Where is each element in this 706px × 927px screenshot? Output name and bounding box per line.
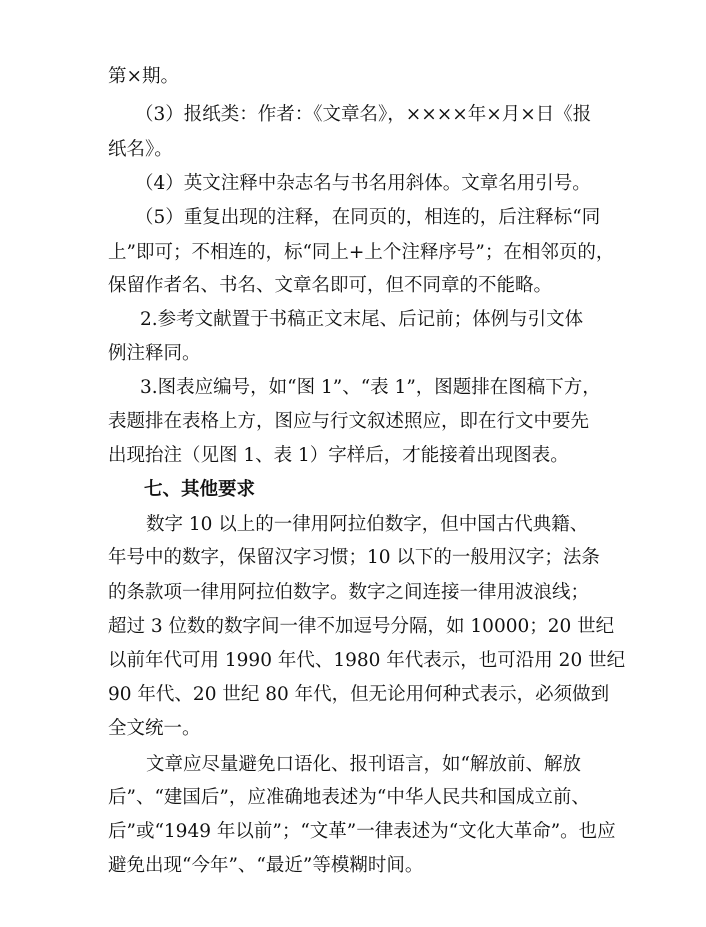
text-line: 文章应尽量避免口语化、报刊语言，如“解放前、解放 xyxy=(146,754,581,775)
text-line: （3）报纸类：作者：《文章名》，××××年×月×日《报 xyxy=(135,104,592,125)
text-line: 纸名》。 xyxy=(108,139,173,160)
text-line: 数字 10 以上的一律用阿拉伯数字，但中国古代典籍、 xyxy=(146,514,589,535)
text-line: 后”或“1949 年以前”；“文革”一律表述为“文化大革命”。也应 xyxy=(108,821,616,842)
text-line: 2.参考文献置于书稿正文末尾、后记前；体例与引文体 xyxy=(140,309,584,330)
text-line: 年号中的数字，保留汉字习惯；10 以下的一般用汉字；法条 xyxy=(108,547,600,568)
text-line: 全文统一。 xyxy=(108,718,201,739)
text-line: 3.图表应编号，如“图 1”、“表 1”，图题排在图稿下方， xyxy=(140,377,601,398)
text-line: 后”、“建国后”，应准确地表述为“中华人民共和国成立前、 xyxy=(108,787,590,808)
text-line: （5）重复出现的注释，在同页的，相连的，后注释标“同 xyxy=(135,207,601,228)
text-line: 第×期。 xyxy=(108,66,180,87)
text-line: 的条款项一律用阿拉伯数字。数字之间连接一律用波浪线； xyxy=(108,582,590,603)
text-line: 上”即可；不相连的，标“同上+上个注释序号”；在相邻页的， xyxy=(108,242,615,263)
text-line: 出现抬注（见图 1、表 1）字样后，才能接着出现图表。 xyxy=(108,445,569,466)
text-line: 表题排在表格上方，图应与行文叙述照应，即在行文中要先 xyxy=(108,411,590,432)
text-line: （4）英文注释中杂志名与书名用斜体。文章名用引号。 xyxy=(135,173,591,194)
section-heading: 七、其他要求 xyxy=(144,479,256,500)
text-line: 超过 3 位数的数字间一律不加逗号分隔，如 10000；20 世纪 xyxy=(108,616,615,637)
text-line: 保留作者名、书名、文章名即可，但不同章的不能略。 xyxy=(108,275,553,296)
text-line: 90 年代、20 世纪 80 年代，但无论用何种式表示，必须做到 xyxy=(108,684,610,705)
text-line: 避免出现“今年”、“最近”等模糊时间。 xyxy=(108,855,424,876)
text-line: 以前年代可用 1990 年代、1980 年代表示，也可沿用 20 世纪 xyxy=(108,650,626,671)
text-line: 例注释同。 xyxy=(108,343,201,364)
